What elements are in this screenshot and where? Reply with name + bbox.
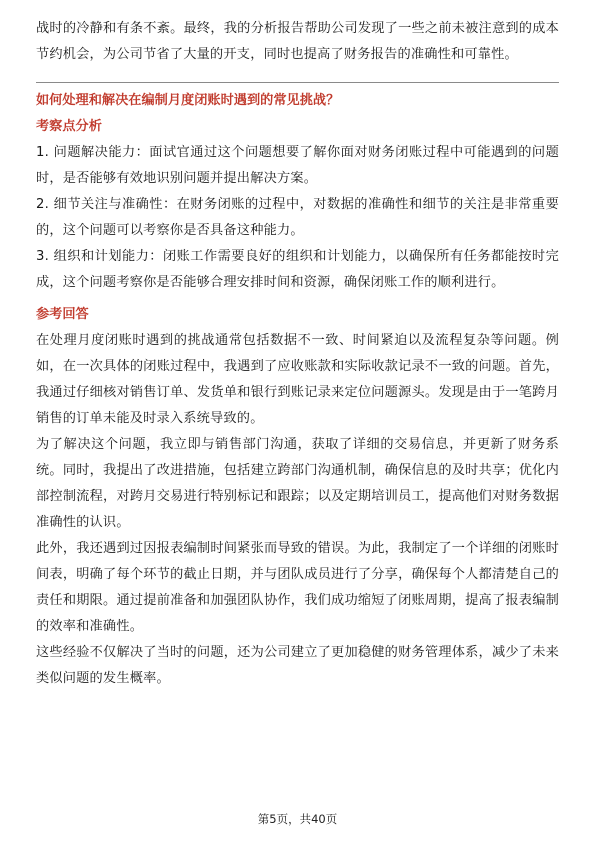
analysis-point: 3. 组织和计划能力：闭账工作需要良好的组织和计划能力，以确保所有任务都能按时完成，这个问题考察你是否能够合理安排时间和资源，确保闭账工作的顺利进行。: [36, 249, 559, 290]
answer-heading: 参考回答: [36, 307, 89, 322]
document-page: [36, 16, 559, 692]
question-heading: 如何处理和解决在编制月度闭账时遇到的常见挑战？: [36, 93, 340, 108]
answer-paragraph: 此外，我还遇到过因报表编制时间紧张而导致的错误。为此，我制定了一个详细的闭账时间表，明确了每个环节的截止日期，并与团队成员进行了分享，确保每个人都清楚自己的责任和期限。通过提前准备和加强团队协作，我们成功缩短了闭账周期，提高了报表编制的效率和准确性。: [36, 541, 559, 634]
answer-paragraph: 为了解决这个问题，我立即与销售部门沟通，获取了详细的交易信息，并更新了财务系统。同时，我提出了改进措施，包括建立跨部门沟通机制，确保信息的及时共享；优化内部控制流程，对跨月交易进行特别标记和跟踪；以及定期培训员工，提高他们对财务数据准确性的认识。: [36, 437, 559, 530]
section-divider: [36, 82, 559, 83]
page-number-footer: 第5页，共40页: [257, 812, 338, 826]
analysis-point: 2. 细节关注与准确性：在财务闭账的过程中，对数据的准确性和细节的关注是非常重要的，这个问题可以考察你是否具备这种能力。: [36, 197, 559, 238]
analysis-heading: 考察点分析: [36, 119, 102, 134]
answer-paragraph: 这些经验不仅解决了当时的问题，还为公司建立了更加稳健的财务管理体系，减少了未来类似问题的发生概率。: [36, 645, 559, 686]
analysis-point: 1. 问题解决能力：面试官通过这个问题想要了解你面对财务闭账过程中可能遇到的问题时，是否能够有效地识别问题并提出解决方案。: [36, 145, 559, 186]
intro-paragraph: 战时的冷静和有条不紊。最终，我的分析报告帮助公司发现了一些之前未被注意到的成本节约机会，为公司节省了大量的开支，同时也提高了财务报告的准确性和可靠性。: [36, 21, 559, 62]
answer-paragraph: 在处理月度闭账时遇到的挑战通常包括数据不一致、时间紧迫以及流程复杂等问题。例如，在一次具体的闭账过程中，我遇到了应收账款和实际收款记录不一致的问题。首先，我通过仔细核对销售订单、发货单和银行到账记录来定位问题源头。发现是由于一笔跨月销售的订单未能及时录入系统导致的。: [36, 333, 559, 426]
